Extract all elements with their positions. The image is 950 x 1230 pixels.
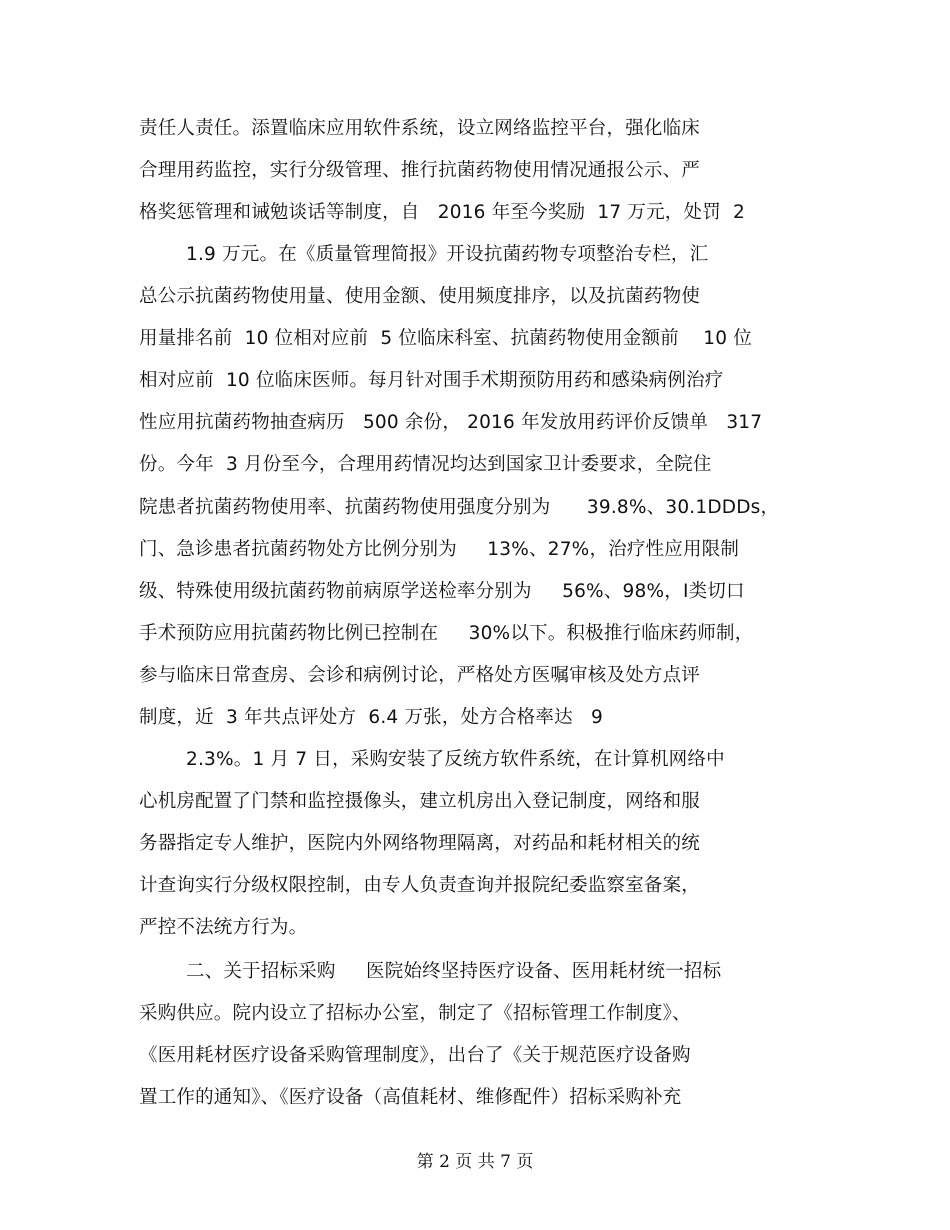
paragraph-line: 手术预防应用抗菌药物比例已控制在 30%以下。积极推行临床药师制，	[139, 623, 754, 644]
paragraph-line: 级、特殊使用级抗菌药物前病原学送检率分别为 56%、98%，Ⅰ类切口	[139, 581, 745, 602]
paragraph-line: 置工作的通知》、《医疗设备（高值耗材、维修配件）招标采购补充	[139, 1087, 682, 1108]
paragraph-line: 1.9 万元。在《质量管理简报》开设抗菌药物专项整治专栏，汇	[186, 244, 709, 265]
paragraph-line: 责任人责任。添置临床应用软件系统，设立网络监控平台，强化临床	[139, 118, 701, 139]
page-number-footer: 第 2 页 共 7 页	[416, 1152, 534, 1172]
paragraph-line: 心机房配置了门禁和监控摄像头，建立机房出入登记制度，网络和服	[139, 791, 701, 812]
paragraph-line: 份。今年 3 月份至今，合理用药情况均达到国家卫计委要求，全院住	[139, 454, 712, 475]
paragraph-line: 务器指定专人维护，医院内外网络物理隔离，对药品和耗材相关的统	[139, 833, 701, 854]
section-heading-line: 二、关于招标采购 医院始终坚持医疗设备、医用耗材统一招标	[186, 961, 722, 982]
paragraph-line: 采购供应。院内设立了招标办公室，制定了《招标管理工作制度》、	[139, 1003, 691, 1024]
paragraph-line: 严控不法统方行为。	[139, 917, 308, 938]
paragraph-line: 门、急诊患者抗菌药物处方比例分别为 13%、27%，治疗性应用限制	[139, 539, 740, 560]
paragraph-line: 总公示抗菌药物使用量、使用金额、使用频度排序，以及抗菌药物使	[139, 286, 701, 307]
paragraph-line: 格奖惩管理和诫勉谈话等制度，自 2016 年至今奖励 17 万元，处罚 2	[139, 202, 746, 223]
paragraph-line: 《医用耗材医疗设备采购管理制度》，出台了《关于规范医疗设备购	[139, 1045, 691, 1066]
paragraph-line: 合理用药监控，实行分级管理、推行抗菌药物使用情况通报公示、严	[139, 160, 701, 181]
paragraph-line: 参与临床日常查房、会诊和病例讨论，严格处方医嘱审核及处方点评	[139, 665, 701, 686]
paragraph-line: 计查询实行分级权限控制，由专人负责查询并报院纪委监察室备案，	[139, 875, 701, 896]
paragraph-line: 性应用抗菌药物抽查病历 500 余份， 2016 年发放用药评价反馈单 317	[139, 412, 763, 433]
paragraph-line: 院患者抗菌药物使用率、抗菌药物使用强度分别为 39.8%、30.1DDDs，	[139, 497, 780, 518]
paragraph-line: 用量排名前 10 位相对应前 5 位临床科室、抗菌药物使用金额前 10 位	[139, 328, 752, 349]
paragraph-line: 相对应前 10 位临床医师。每月针对围手术期预防用药和感染病例治疗	[139, 370, 724, 391]
paragraph-line: 制度，近 3 年共点评处方 6.4 万张，处方合格率达 9	[139, 707, 603, 728]
paragraph-line: 2.3%。1 月 7 日，采购安装了反统方软件系统，在计算机网络中	[186, 749, 725, 770]
